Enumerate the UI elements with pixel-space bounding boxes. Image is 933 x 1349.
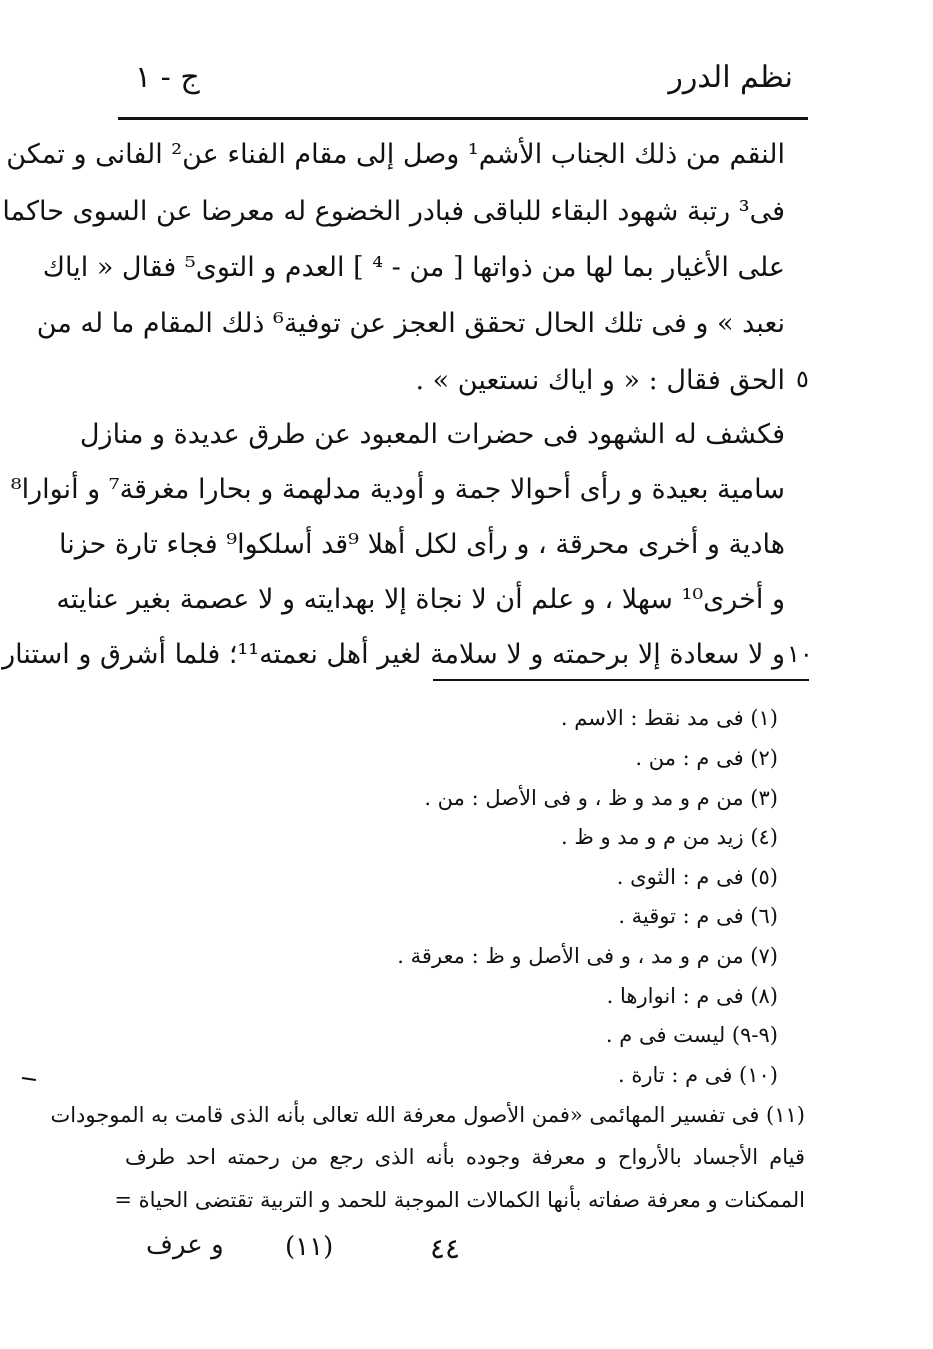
line-number: ٥ <box>796 365 809 393</box>
body-line: و أخرى¹⁰ سهلا ، و علم أن لا نجاة إلا بهدايته و لا عصمة بغير عنايته <box>56 584 785 615</box>
footnote: (١٠) فى م : تارة . <box>617 1063 778 1087</box>
footnote-separator <box>433 679 809 681</box>
footnote: (٢) فى م : من . <box>635 746 778 770</box>
footnote-long: الممكنات و معرفة صفاته بأنها الكمالات الموجبة للحمد و التربية تقتضى الحياة = <box>114 1188 805 1212</box>
margin-mark <box>22 1077 36 1081</box>
line-number: ١٠ <box>787 640 813 668</box>
footnote: (٦) فى م : توقية . <box>618 904 778 928</box>
signature-mark: (١١) <box>285 1232 334 1262</box>
footnote: (٨) فى م : انوارها . <box>606 984 778 1008</box>
footnote: (٩-٩) ليست فى م . <box>605 1023 778 1047</box>
body-line: هادية و أخرى محرقة ، و رأى لكل أهلا ⁹قد أسلكوا⁹ فجاء تارة حزنا <box>58 529 785 560</box>
footnote: (٧) من م و مد ، و فى الأصل و ظ : معرقة . <box>397 944 778 968</box>
header-rule <box>118 117 808 120</box>
footnote: (١) فى مد نقط : الاسم . <box>560 706 778 730</box>
footnote: (٥) فى م : الثوى . <box>616 865 778 889</box>
body-line: فكشف له الشهود فى حضرات المعبود عن طرق عديدة و منازل <box>79 419 785 450</box>
body-line: نعبد » و فى تلك الحال تحقق العجز عن توفية⁶ ذلك المقام ما له من <box>36 308 785 339</box>
page-number: ٤٤ <box>430 1232 461 1265</box>
catchword: و عرف <box>146 1230 224 1260</box>
body-line: و لا سعادة إلا برحمته و لا سلامة لغير أهل نعمته¹¹؛ فلما أشرق و استنار <box>2 639 785 670</box>
body-line: النقم من ذلك الجناب الأشم¹ وصل إلى مقام الفناء عن² الفانى و تمكن <box>6 139 785 170</box>
footnote: (٣) من م و مد و ظ ، و فى الأصل : من . <box>424 786 778 810</box>
volume-label: ج - ١ <box>135 60 200 95</box>
body-line: على الأغيار بما لها من ذواتها [ من - ⁴ ] العدم و التوى⁵ فقال « اياك <box>42 252 785 283</box>
body-line: الحق فقال : « و اياك نستعين » . <box>415 365 785 396</box>
body-line: سامية بعيدة و رأى أحوالا جمة و أودية مدلهمة و بحارا مغرقة⁷ و أنوارا⁸ <box>10 474 785 505</box>
body-line: فى³ رتبة شهود البقاء للباقى فبادر الخضوع له معرضا عن السوى حاكما <box>2 196 785 227</box>
footnote-long: (١١) فى تفسير المهائمى «فمن الأصول معرفة الله تعالى بأنه الذى قامت به الموجودات <box>50 1103 805 1127</box>
footnote: (٤) زيد من م و مد و ظ . <box>561 825 778 849</box>
footnote-long: قيام الأجساد بالأرواح و معرفة وجوده بأنه الذى رجع من رحمته احد طرف <box>125 1145 805 1169</box>
running-title: نظم الدرر <box>668 60 793 95</box>
